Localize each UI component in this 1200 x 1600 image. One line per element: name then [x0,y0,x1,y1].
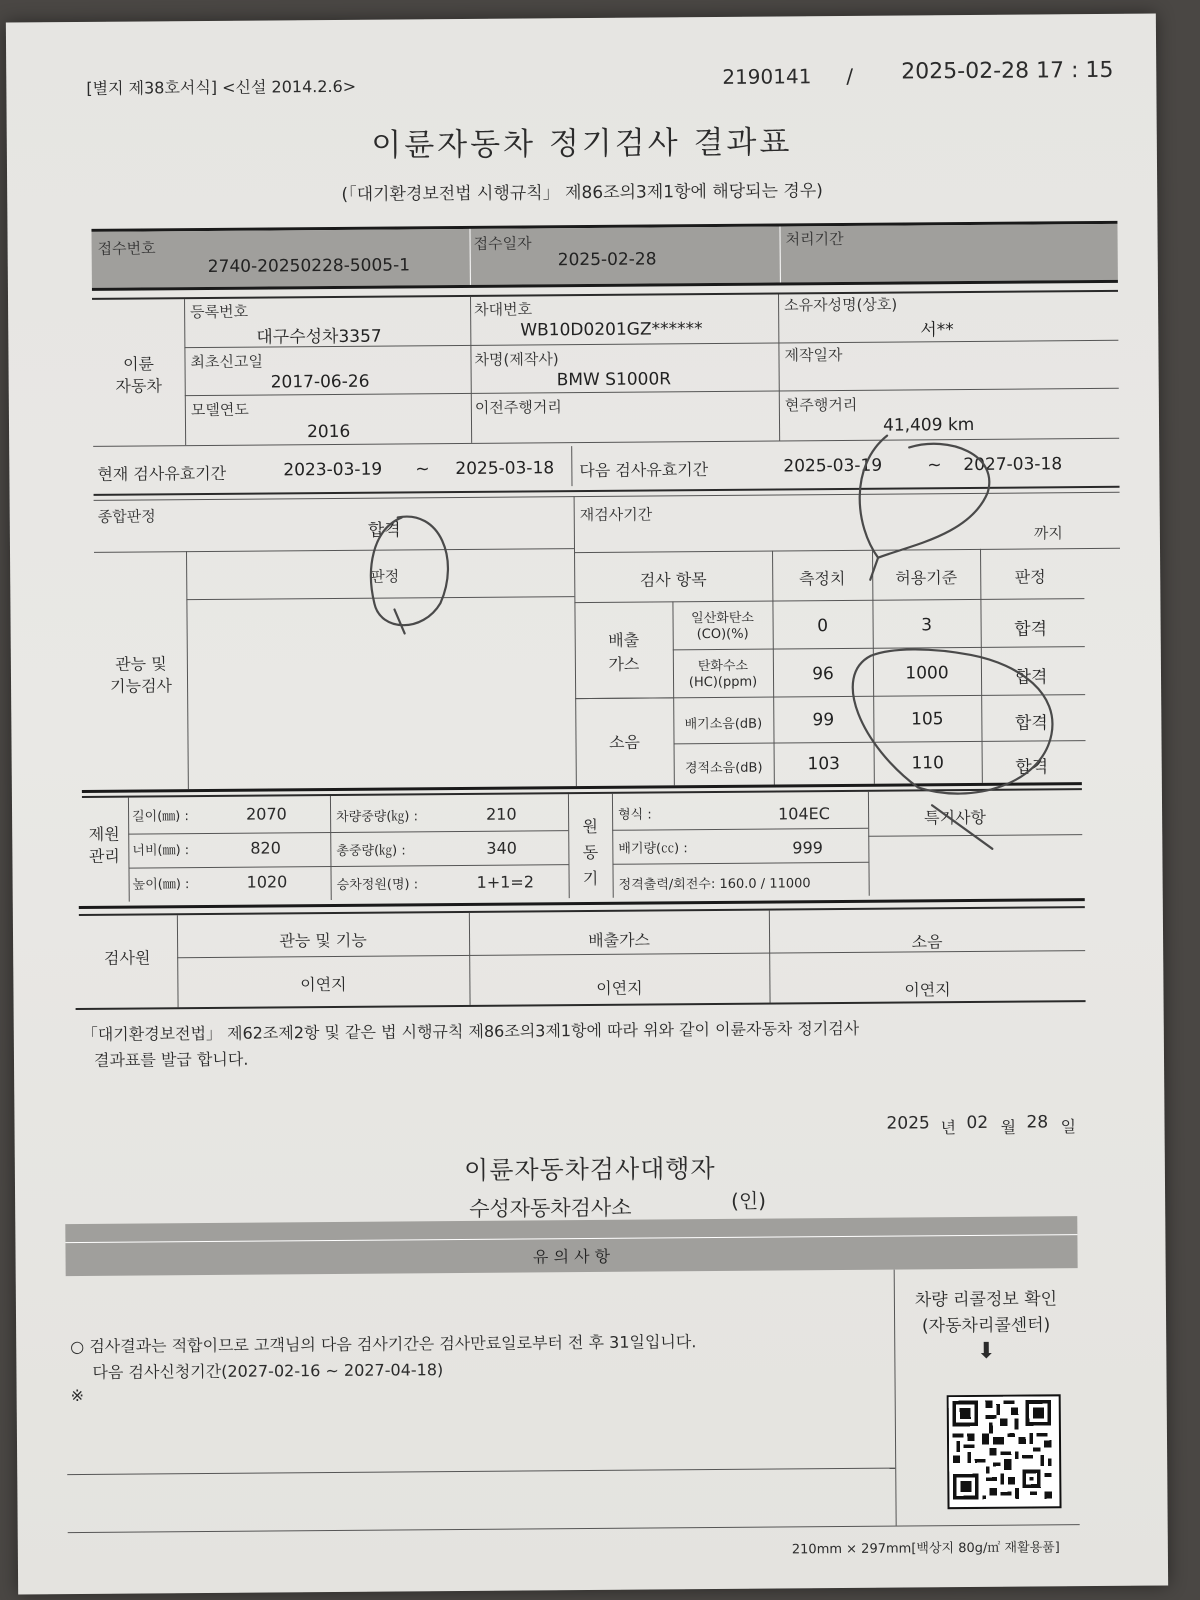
inspectors-label: 검사원 [103,948,151,968]
engine-type-label: 형식 : [618,807,652,823]
engine-label-1: 원 [582,816,598,837]
recall-info-line-2: (자동차리콜센터) [921,1315,1051,1337]
header-slash: / [846,63,854,88]
notice-line-1: ○ 검사결과는 적합이므로 고객님의 다음 검사기간은 검사만료일로부터 전 후 31일입니다. [70,1332,697,1357]
height-value: 1020 [246,872,288,892]
table-row-result: 합격 [1015,757,1049,778]
receipt-number-value: 2740-20250228-5005-1 [207,255,411,277]
issue-day: 28 [1026,1112,1049,1133]
receipt-date-value: 2025-02-28 [557,249,657,271]
table-row-result: 합격 [1014,667,1048,688]
reg-number-value: 대구수성차3357 [256,326,382,348]
page-title: 이륜자동차 정기검사 결과표 [371,124,793,164]
model-value: BMW S1000R [556,369,672,391]
emission-label-2: 가스 [608,654,640,674]
model-label: 차명(제작사) [474,350,559,369]
inspector-header-noise: 소음 [911,932,943,952]
engine-label-3: 기 [582,868,599,889]
table-row-item-unit: (HC)(ppm) [688,674,758,691]
specs-label-2: 관리 [88,846,120,866]
issue-year-unit: 년 [940,1118,957,1138]
first-registration-value: 2017-06-26 [270,371,370,393]
recall-info-line-1: 차량 리콜정보 확인 [914,1289,1058,1311]
overall-judgement-value: 합격 [367,520,401,541]
issuing-agency: 이륜자동차검사대행자 [463,1154,716,1185]
seats-label: 승차정원(명) : [336,877,419,893]
printed-timestamp: 2025-02-28 17 : 15 [901,57,1114,85]
statement-line-1: 「대기환경보전법」 제62조제2항 및 같은 법 시행규칙 제86조의3제1항에 따라 위와 같이 이륜자동차 정기검사 [81,1018,860,1044]
next-validity-label: 다음 검사유효기간 [579,460,709,481]
curb-weight-value: 210 [486,804,517,824]
rated-output: 정격출력/회전수: 160.0 / 11000 [618,876,811,893]
table-row-measured: 99 [812,710,835,731]
functional-test-label-1: 관능 및 [115,654,167,674]
gross-weight-value: 340 [486,838,517,858]
overall-judgement-label: 종합판정 [97,507,156,526]
functional-test-label-2: 기능검사 [110,676,173,696]
vehicle-section-label-2: 자동차 [115,376,162,396]
current-mileage-value: 41,409 km [882,414,975,436]
issue-day-unit: 일 [1060,1117,1077,1137]
length-label: 길이(㎜) : [132,809,189,825]
table-row-result: 합격 [1014,619,1048,640]
measured-header: 측정치 [798,568,846,589]
table-row-measured: 96 [812,664,834,685]
width-value: 820 [250,838,281,858]
table-row-item: 탄화수소 [697,658,749,675]
notice-title: 유 의 사 항 [532,1246,611,1267]
judgement-label: 판정 [370,567,400,586]
table-row-item: 일산화탄소 [691,610,754,627]
width-label: 너비(㎜) : [132,843,190,859]
table-row-result: 합격 [1014,713,1048,734]
current-validity-from: 2023-03-19 [283,459,383,481]
current-validity-label: 현재 검사유효기간 [97,463,227,484]
inspection-result-paper [6,14,1168,1595]
table-row-limit: 105 [911,709,944,730]
displacement-label: 배기량(㏄) : [618,841,688,857]
statement-line-2: 결과표를 발급 합니다. [93,1049,249,1070]
limit-header: 허용기준 [895,568,958,588]
table-row-measured: 103 [807,754,840,775]
notice-mark: ※ [70,1385,85,1406]
next-validity-tilde: ~ [927,455,942,476]
next-validity-from: 2025-03-19 [783,455,883,477]
inspector-header-functional: 관능 및 기능 [279,930,367,951]
table-row-item: 배기소음(dB) [684,716,763,733]
engine-type-value: 104EC [778,804,830,824]
vin-label: 차대번호 [474,300,533,319]
form-number: [별지 제38호서식] <신설 2014.2.6> [86,76,357,98]
issue-month-unit: 월 [1000,1117,1017,1137]
receipt-date-label: 접수일자 [473,234,532,253]
table-row-measured: 0 [817,616,829,637]
reg-number-label: 등록번호 [190,302,249,322]
model-year-value: 2016 [306,421,351,443]
owner-value: 서** [920,320,954,341]
curb-weight-label: 차량중량(㎏) : [336,809,419,825]
pen-check-marks [6,14,1168,1595]
reinspection-until: 까지 [1033,524,1063,543]
current-validity-to: 2025-03-18 [455,458,555,480]
issue-month: 02 [966,1112,989,1134]
inspection-station: 수성자동차검사소 [469,1195,632,1221]
test-item-header: 검사 항목 [639,570,707,590]
reinspection-period-label: 재검사기간 [579,505,653,525]
issue-year: 2025 [886,1113,930,1134]
document-number: 2190141 [722,64,812,89]
first-registration-label: 최초신고일 [190,352,264,372]
specs-label-1: 제원 [88,824,120,844]
table-row-limit: 1000 [905,663,949,684]
height-label: 높이(㎜) : [132,877,190,893]
noise-label: 소음 [608,732,641,752]
length-value: 2070 [245,804,287,824]
vehicle-section-label-1: 이륜 [122,354,155,374]
next-validity-to: 2027-03-18 [963,454,1063,476]
seats-value: 1+1=2 [476,872,535,892]
vin-value: WB10D0201GZ****** [520,319,703,341]
owner-label: 소유자성명(상호) [784,295,898,315]
emission-label-1: 배출 [608,630,640,650]
previous-mileage-label: 이전주행거리 [474,398,562,417]
table-row-item: 경적소음(dB) [684,760,763,777]
inspector-header-emission: 배출가스 [588,930,651,950]
notice-line-2: 다음 검사신청기간(2027-02-16 ~ 2027-04-18) [92,1360,444,1382]
current-mileage-label: 현주행거리 [784,395,858,415]
table-row-limit: 3 [921,615,933,636]
manufacture-date-label: 제작일자 [784,345,843,365]
inspector-name-functional: 이연지 [300,974,347,995]
processing-period-label: 처리기간 [785,229,844,249]
gross-weight-label: 총중량(㎏) : [336,843,406,859]
paper-spec-footer: 210mm × 297mm[백상지 80g/㎡ 재활용품] [791,1540,1060,1558]
inspector-name-noise: 이연지 [904,980,951,1000]
receipt-number-label: 접수번호 [97,239,156,258]
displacement-value: 999 [792,838,823,858]
official-seal-mark: (인) [731,1188,767,1213]
table-row-item-unit: (CO)(%) [696,626,749,643]
inspector-name-emission: 이연지 [596,978,643,998]
page-subtitle: (「대기환경보전법 시행규칙」 제86조의3제1항에 해당되는 경우) [341,181,823,205]
remarks-label: 특기사항 [924,807,987,828]
result-header: 판정 [1014,567,1046,587]
down-arrow-icon: ⬇ [976,1338,996,1364]
model-year-label: 모델연도 [190,400,249,420]
engine-label-2: 동 [582,842,599,863]
current-validity-tilde: ~ [415,459,430,480]
table-row-limit: 110 [911,753,944,774]
